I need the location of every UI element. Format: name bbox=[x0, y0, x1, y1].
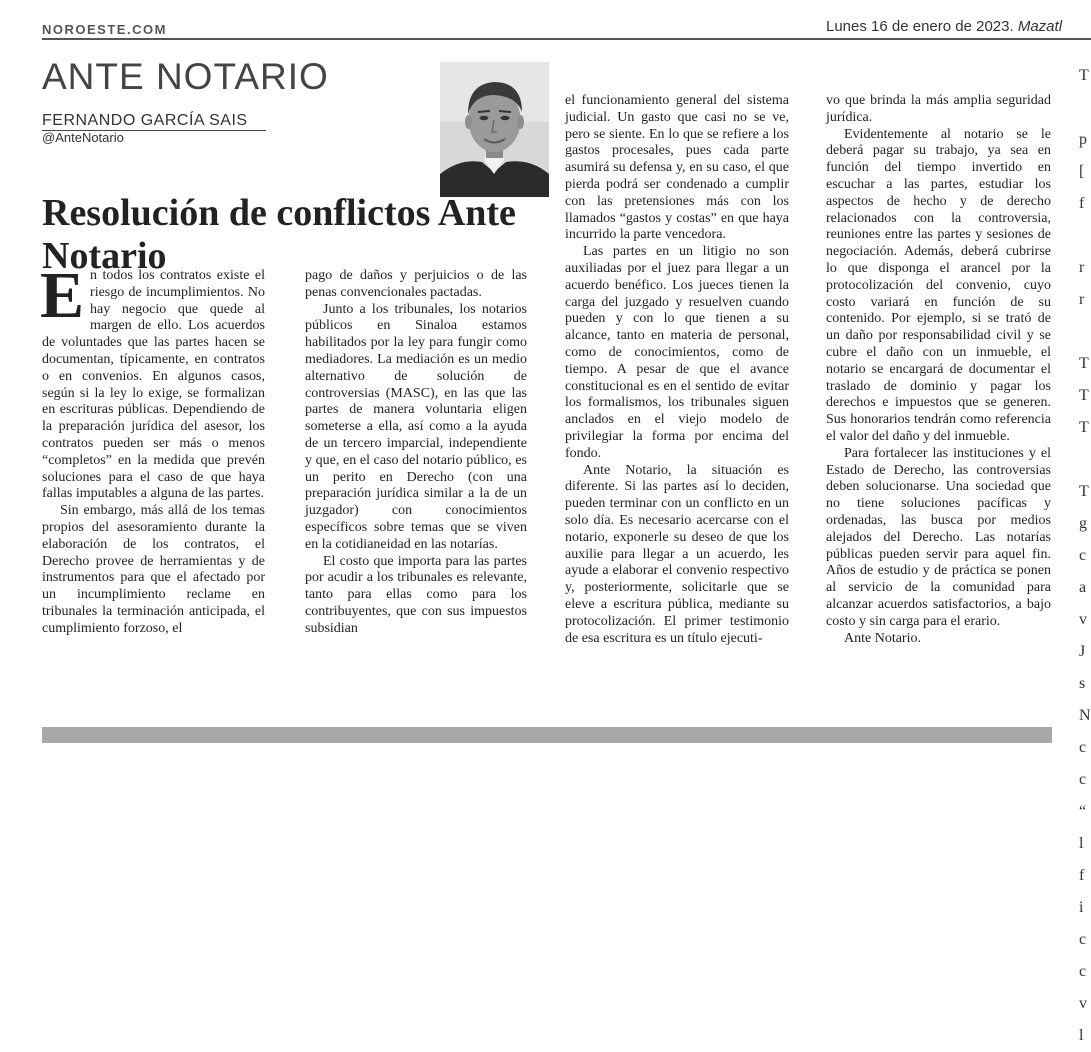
edge-letter: N bbox=[1079, 707, 1091, 724]
article-column-4 bbox=[826, 93, 1051, 647]
edge-letter: T bbox=[1079, 483, 1089, 500]
edge-letter bbox=[1079, 220, 1091, 252]
edge-letter: f bbox=[1079, 195, 1085, 212]
edge-letter: s bbox=[1079, 675, 1086, 692]
paragraph: Ante Notario. bbox=[844, 630, 921, 646]
edge-letter: c bbox=[1079, 771, 1087, 788]
paragraph: pago de daños y perjuicios o de las penas convencionales pactadas. bbox=[305, 268, 527, 300]
edge-letter: c bbox=[1079, 931, 1087, 948]
edge-letter: v bbox=[1079, 611, 1087, 628]
adjacent-column-edge bbox=[1079, 60, 1091, 1044]
paragraph: Ante Notario, la situación es diferente. Si las partes así lo deciden, pueden terminar con un conflicto en un solo día. Es necesario acercarse con el notario, exponerle su deseo de que los auxilie para llegar a un acuerdo, les ayude a elaborar el convenio respectivo y, posteriormente, solicitarle que se eleve a escritura pública, mediante su protocolización. El primer testimonio de esa escritura es un título ejecuti- bbox=[565, 462, 789, 646]
edge-letter: T bbox=[1079, 387, 1089, 404]
date-line bbox=[826, 18, 1062, 35]
edge-letter: p bbox=[1079, 131, 1087, 148]
edge-letter: J bbox=[1079, 643, 1086, 660]
section-divider-bar bbox=[42, 727, 1052, 743]
paragraph: El costo que importa para las partes por acudir a los tribunales es relevante, tanto para ellas como para los contribuyentes, que con sus impuestos subsidian bbox=[305, 553, 527, 636]
column-section-title: ANTE NOTARIO bbox=[42, 56, 329, 97]
paragraph: Sin embargo, más allá de los temas propios del asesoramiento durante la elaboración de los contratos, el Derecho provee de herramientas y de instrumentos para que el afectado por un incumplimiento reclame en tribunales la terminación anticipada, el cumplimiento forzoso, el bbox=[42, 503, 265, 636]
edge-letter: c bbox=[1079, 963, 1087, 980]
edge-letter: T bbox=[1079, 67, 1089, 84]
drop-cap: E bbox=[40, 259, 85, 332]
page-header bbox=[0, 0, 1091, 40]
paragraph bbox=[40, 259, 265, 503]
edge-letter bbox=[1079, 444, 1091, 476]
edge-letter: “ bbox=[1079, 803, 1087, 820]
issue-date: Lunes 16 de enero de 2023. bbox=[826, 18, 1014, 35]
edge-letter: T bbox=[1079, 355, 1089, 372]
edge-letter: [ bbox=[1079, 163, 1085, 180]
edge-letter: r bbox=[1079, 291, 1085, 308]
paragraph: Para fortalecer las instituciones y el Estado de Derecho, las controversias deben solucionarse. Una sociedad que no tiene soluciones pacíficas y ordenadas, las busca por medios alejados del Derecho. Las notarías públicas pueden servir para aquel fin. Años de estudio y de práctica se ponen al servicio de la comunidad para alcanzar acuerdos satisfactorios, a bajo costo y sin carga para el erario. bbox=[826, 445, 1051, 629]
edge-letter bbox=[1079, 316, 1091, 348]
author-photo bbox=[440, 62, 549, 197]
article-column-2 bbox=[305, 268, 527, 638]
paragraph-text: n todos los contratos existe el riesgo de incumplimientos. No hay negocio que quede al margen de ello. Los acuerdos de voluntades que las partes hacen se documentan, típicamente, en contratos o en convenios. En algunos casos, según si la ley lo exige, se formalizan en escrituras públicas. Dependiendo de la preparación jurídica del asesor, los contratos pueden ser más o menos “completos” en la medida que prevén soluciones para el caso de que haya fallas imputables a alguna de las partes. bbox=[42, 268, 265, 502]
edge-letter: r bbox=[1079, 259, 1085, 276]
header-rule bbox=[42, 38, 1091, 40]
edge-letter: i bbox=[1079, 899, 1084, 916]
edge-letter: f bbox=[1079, 867, 1085, 884]
edge-letter: a bbox=[1079, 579, 1087, 596]
edge-letter: c bbox=[1079, 739, 1087, 756]
paragraph: Las partes en un litigio no son auxiliadas por el juez para llegar a un acuerdo benéfico. Los jueces tienen la carga del juzgado y resuelven cuando pueden y con lo que tienen a su alcance, tanto en materia de personal, como de conocimientos, como de tiempo. A pesar de que el avance constitucional es en el sentido de evitar los formalismos, los tribunales siguen anclados en el viejo modelo de privilegiar la forma por encima del fondo. bbox=[565, 244, 789, 461]
article-headline: Resolución de conflictos Ante Notario bbox=[42, 192, 516, 277]
author-name: FERNANDO GARCÍA SAIS bbox=[42, 112, 248, 129]
edge-letter: c bbox=[1079, 547, 1087, 564]
site-name: NOROESTE.COM bbox=[42, 22, 167, 37]
edge-letter bbox=[1079, 92, 1091, 124]
article-column-1 bbox=[40, 259, 265, 638]
edge-letter: T bbox=[1079, 419, 1089, 436]
edge-letter: l bbox=[1079, 835, 1084, 852]
paragraph: Evidentemente al notario se le deberá pagar su trabajo, ya sea en función del tiempo invertido en escuchar a las partes, estudiar los aspectos de hecho y de derecho relacionados con la controversia, reuniones entre las partes y sesiones de negociación. Además, deberá cubrirse lo que disponga el arancel por la protocolización del convenio, cuyo costo variará en función de su contenido. Por ejemplo, si se trató de un daño por responsabilidad civil y se cubre el daño con un inmueble, el notario se encargará de documentar el traslado de dominio y pagar los derechos e impuestos que se generen. Sus honorarios tendrán como referencia el valor del daño y del inmueble. bbox=[826, 126, 1051, 444]
edge-letter: l bbox=[1079, 1027, 1084, 1044]
issue-city: Mazatl bbox=[1017, 18, 1063, 35]
paragraph: Junto a los tribunales, los notarios públicos en Sinaloa estamos habilitados por la ley para fungir como mediadores. La mediación es un medio alternativo de solución de controversias (MASC), en las que las partes de manera voluntaria eligen someterse a ella, así como a la ayuda de un tercero imparcial, independiente y que, en el caso del notario público, es un perito en Derecho (con una preparación jurídica similar a la de un juzgador) con conocimientos específicos sobre temas que se viven en la cotidianeidad en las notarías. bbox=[305, 301, 527, 552]
article-column-3 bbox=[565, 93, 789, 647]
author-handle: @AnteNotario bbox=[42, 130, 124, 145]
paragraph: vo que brinda la más amplia seguridad jurídica. bbox=[826, 93, 1051, 125]
paragraph: el funcionamiento general del sistema judicial. Un gasto que casi no se ve, pero se siente. En lo que se refiere a los gastos procesales, pues cada parte asumirá su defensa y, en su caso, el que pierda podrá ser condenado a cumplir con las pretensiones más con los llamados “gastos y costas” en que haya incurrido la parte vencedora. bbox=[565, 93, 789, 243]
edge-letter: g bbox=[1079, 515, 1087, 532]
author-portrait-image bbox=[440, 62, 549, 197]
edge-letter: v bbox=[1079, 995, 1087, 1012]
